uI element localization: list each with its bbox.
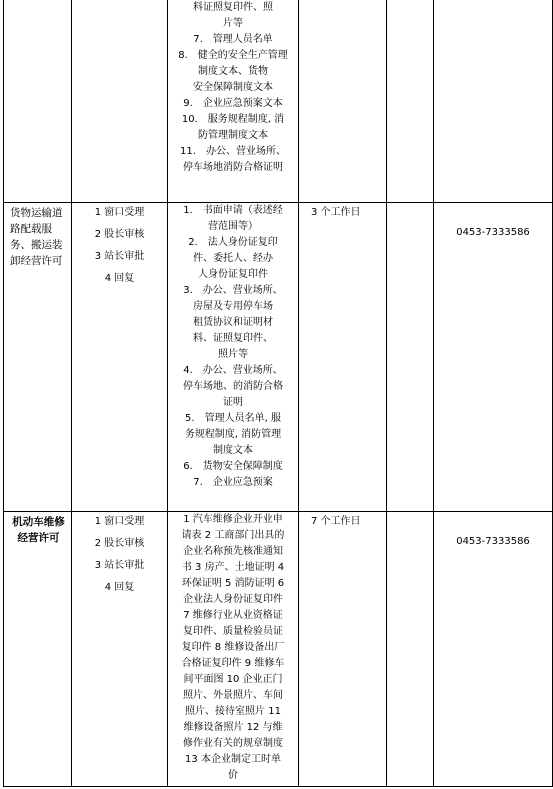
material-line: 营范围等） <box>208 220 258 232</box>
step-item: 2 股长审核 <box>94 537 145 549</box>
material-line: 8. 健全的安全生产管理 <box>178 50 288 61</box>
item-cell: 货物运输道路配载服务、搬运装卸经营许可 <box>4 202 72 511</box>
table-row <box>4 0 553 202</box>
material-line: 复印件、质量检验员证 <box>183 625 283 637</box>
material-line: 1 汽车维修企业开业申 <box>183 513 283 525</box>
material-line: 5. 管理人员名单, 服 <box>185 412 281 424</box>
material-line: 防管理制度文本 <box>198 130 268 141</box>
material-line: 7 维修行业从业资格证 <box>183 609 283 621</box>
item-cell <box>4 0 72 202</box>
step-item: 4 回复 <box>104 272 135 284</box>
material-line: 安全保障制度文本 <box>193 82 273 93</box>
table-row <box>4 202 553 511</box>
step-item: 4 回复 <box>104 581 135 593</box>
empty-cell <box>387 0 434 202</box>
material-line: 13 本企业制定工时单 <box>185 753 281 765</box>
time-cell <box>299 0 387 202</box>
steps-cell <box>72 202 168 511</box>
time-cell: 7 个工作日 <box>299 511 387 786</box>
material-line: 7. 管理人员名单 <box>193 34 273 45</box>
material-line: 修作业有关的规章制度 <box>183 737 283 749</box>
step-item: 1 窗口受理 <box>94 515 145 527</box>
material-line: 照片等 <box>218 348 248 360</box>
material-line: 3. 办公、营业场所、 <box>183 284 283 296</box>
material-line: 9. 企业应急预案文本 <box>183 98 283 109</box>
material-line: 片等 <box>223 18 243 29</box>
material-line: 环保证明 5 消防证明 6 <box>181 577 285 589</box>
materials-cell <box>168 511 299 786</box>
material-line: 11. 办公、营业场所、 <box>180 146 286 157</box>
material-line: 件、委托人、经办 <box>193 252 273 264</box>
item-cell: 机动车维修经营许可 <box>4 511 72 786</box>
material-line: 制度文本、货物 <box>198 66 268 77</box>
service-table <box>3 0 553 787</box>
material-line: 人身份证复印件 <box>198 268 268 280</box>
material-line: 复印件 8 维修设备出厂 <box>181 641 285 653</box>
phone-cell <box>434 0 553 202</box>
material-line: 照片、外景照片、车间 <box>183 689 283 701</box>
material-line: 停车场地、的消防合格 <box>183 380 283 392</box>
material-line: 料、证照复印件、 <box>193 332 273 344</box>
time-cell: 3 个工作日 <box>299 202 387 511</box>
material-line: 4. 办公、营业场所、 <box>183 364 283 376</box>
material-line: 证明 <box>223 396 243 408</box>
step-item: 3 站长审批 <box>94 250 145 262</box>
material-line: 6. 货物安全保障制度 <box>183 460 283 472</box>
material-line: 2. 法人身份证复印 <box>188 236 278 248</box>
step-item: 1 窗口受理 <box>94 206 145 218</box>
phone-cell: 0453-7333586 <box>434 202 553 511</box>
material-line: 请表 2 工商部门出具的 <box>181 529 285 541</box>
phone-cell: 0453-7333586 <box>434 511 553 786</box>
empty-cell <box>387 511 434 786</box>
material-line: 间平面图 10 企业正门 <box>183 673 283 685</box>
material-line: 料证照复印件、照 <box>193 2 273 13</box>
material-line: 7. 企业应急预案 <box>193 476 273 488</box>
step-item: 3 站长审批 <box>94 559 145 571</box>
material-line: 企业法人身份证复印件 <box>183 593 283 605</box>
material-line: 10. 服务规程制度, 消 <box>181 114 285 125</box>
material-line: 房屋及专用停车场 <box>193 300 273 312</box>
table-row <box>4 511 553 786</box>
material-line: 照片、接待室照片 11 <box>185 705 281 717</box>
material-line: 停车场地消防合格证明 <box>183 162 283 173</box>
empty-cell <box>387 202 434 511</box>
material-line: 企业名称预先核准通知 <box>183 545 283 557</box>
material-line: 1. 书面申请（表述经 <box>183 204 283 216</box>
materials-cell <box>168 202 299 511</box>
material-line: 价 <box>228 769 238 781</box>
steps-cell <box>72 511 168 786</box>
material-line: 务规程制度, 消防管理 <box>184 428 282 440</box>
material-line: 制度文本 <box>213 444 253 456</box>
material-line: 书 3 房产、土地证明 4 <box>181 561 285 573</box>
steps-cell <box>72 0 168 202</box>
step-item: 2 股长审核 <box>94 228 145 240</box>
material-line: 维修设备照片 12 与维 <box>183 721 283 733</box>
material-line: 合格证复印件 9 维修车 <box>181 657 285 669</box>
material-line: 租赁协议和证明材 <box>193 316 273 328</box>
materials-cell <box>168 0 299 202</box>
